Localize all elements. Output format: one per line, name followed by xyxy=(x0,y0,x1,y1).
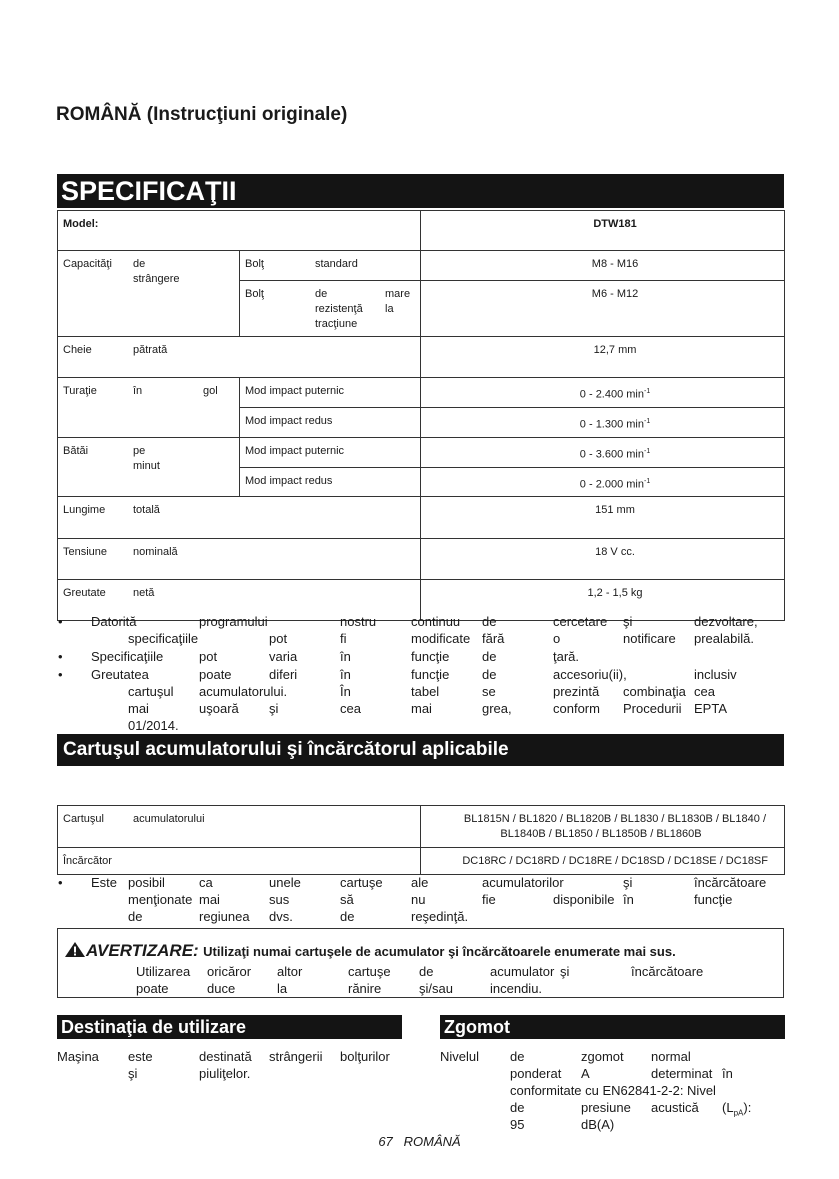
battery-note: • Este posibil ca unele cartuşe ale acumulatorilor şi încărcătoare menţionate mai sus să nu fie disponibile în funcţie de regiunea dvs. de reşedinţă. xyxy=(58,875,767,924)
page-footer xyxy=(0,1134,839,1149)
battery-section-title: Cartuşul acumulatorului şi încărcătorul aplicabile xyxy=(57,734,784,766)
bullet-dot: • xyxy=(58,649,63,664)
warning-line-1 xyxy=(64,941,676,961)
net-weight-label: Greutate netă xyxy=(58,580,421,621)
charger-label: Încărcător xyxy=(58,848,421,875)
capacity-label: Capacităţi de strângere xyxy=(58,251,240,337)
note-3-line-4: 01/2014. xyxy=(128,718,179,733)
bullet-dot: • xyxy=(58,614,63,629)
no-load-soft-value: 0 - 1.300 $\min^{-1}$ xyxy=(421,408,785,438)
rated-voltage-label: Tensiune nominală xyxy=(58,539,421,580)
bolt-high-tensile-value: M6 - M12 xyxy=(421,281,785,337)
footer-language: ROMÂNĂ xyxy=(403,1134,461,1149)
warning-triangle-icon xyxy=(64,941,86,958)
warning-text: Utilizaţi numai cartuşele de acumulator şi încărcătoarele enumerate mai sus. xyxy=(203,944,676,959)
bolt-high-tensile-label: Bolţ de mare rezistenţă la tracţiune xyxy=(240,281,421,337)
bolt-standard-value: M8 - M16 xyxy=(421,251,785,281)
intended-use-title: Destinaţia de utilizare xyxy=(57,1015,402,1039)
ipm-hard-value: 0 - 3.600 $\min^{-1}$ xyxy=(421,437,785,467)
bullet-dot: • xyxy=(58,875,63,890)
spec-notes: • Datorită programului nostru continuu de cercetare şi dezvoltare, specificaţiile pot fi modificate fără o notificare prealabilă. • Specificaţiile pot varia în funcţie de ţară. • Greutatea poate diferi în funcţie de accesoriu(ii), inclusiv cartuşul acumulatorului. În tabel se prezintă combinaţia cea mai uşoară şi cea mai grea, conform Procedurii EPTA 01/2014. xyxy=(58,614,758,733)
square-drive-value: 12,7 mm xyxy=(421,337,785,378)
mode-hard-label-2: Mod impact puternic xyxy=(240,437,421,467)
battery-table xyxy=(57,805,785,875)
page-number: 67 xyxy=(378,1134,393,1149)
impacts-per-minute-label: Bătăi pe minut xyxy=(58,437,240,497)
warning-label: AVERTIZARE: xyxy=(86,941,199,960)
overall-length-value: 151 mm xyxy=(421,497,785,539)
specs-section-title: SPECIFICAŢII xyxy=(57,174,784,208)
mode-soft-label-2: Mod impact redus xyxy=(240,467,421,497)
battery-cartridge-label: Cartuşul acumulatorului xyxy=(58,806,421,848)
battery-cartridge-value: BL1815N / BL1820 / BL1820B / BL1830 / BL1830B / BL1840 / BL1840B / BL1850 / BL1850B / BL1860B xyxy=(421,806,785,848)
charger-value: DC18RC / DC18RD / DC18RE / DC18SD / DC18SE / DC18SF xyxy=(421,848,785,875)
mode-hard-label: Mod impact puternic xyxy=(240,378,421,408)
no-load-speed-label: Turaţie în gol xyxy=(58,378,240,438)
bullet-dot: • xyxy=(58,667,63,682)
ipm-soft-value: 0 - 2.000 $\min^{-1}$ xyxy=(421,467,785,497)
mode-soft-label: Mod impact redus xyxy=(240,408,421,438)
overall-length-label: Lungime totală xyxy=(58,497,421,539)
rated-voltage-value: 18 V cc. xyxy=(421,539,785,580)
bolt-standard-label: Bolţ standard xyxy=(240,251,421,281)
noise-title: Zgomot xyxy=(440,1015,785,1039)
intended-use-text: Maşina este destinată strângerii bolţurilor şi piuliţelor. xyxy=(57,1049,390,1081)
square-drive-label: Cheie pătrată xyxy=(58,337,421,378)
warning-box: AVERTIZARE: Utilizaţi numai cartuşele de acumulator şi încărcătoarele enumerate mai sus. Utilizarea oricăror altor cartuşe de acumulator şi încărcătoare poate duce la rănire şi/sau incendiu. xyxy=(57,928,784,998)
page-heading: ROMÂNĂ (Instrucţiuni originale) xyxy=(56,104,348,125)
net-weight-value: 1,2 - 1,5 kg xyxy=(421,580,785,621)
model-label: Model: xyxy=(58,211,421,251)
model-value: DTW181 xyxy=(421,211,785,251)
no-load-hard-value: 0 - 2.400 $\min^{-1}$ xyxy=(421,378,785,408)
specs-table xyxy=(57,210,785,621)
noise-text: Nivelul de zgomot normal ponderat A determinat în conformitate cu EN62841-2-2: Nivel de presiune acustică $(L_{pA})$: 95 dB(A) xyxy=(440,1049,752,1132)
